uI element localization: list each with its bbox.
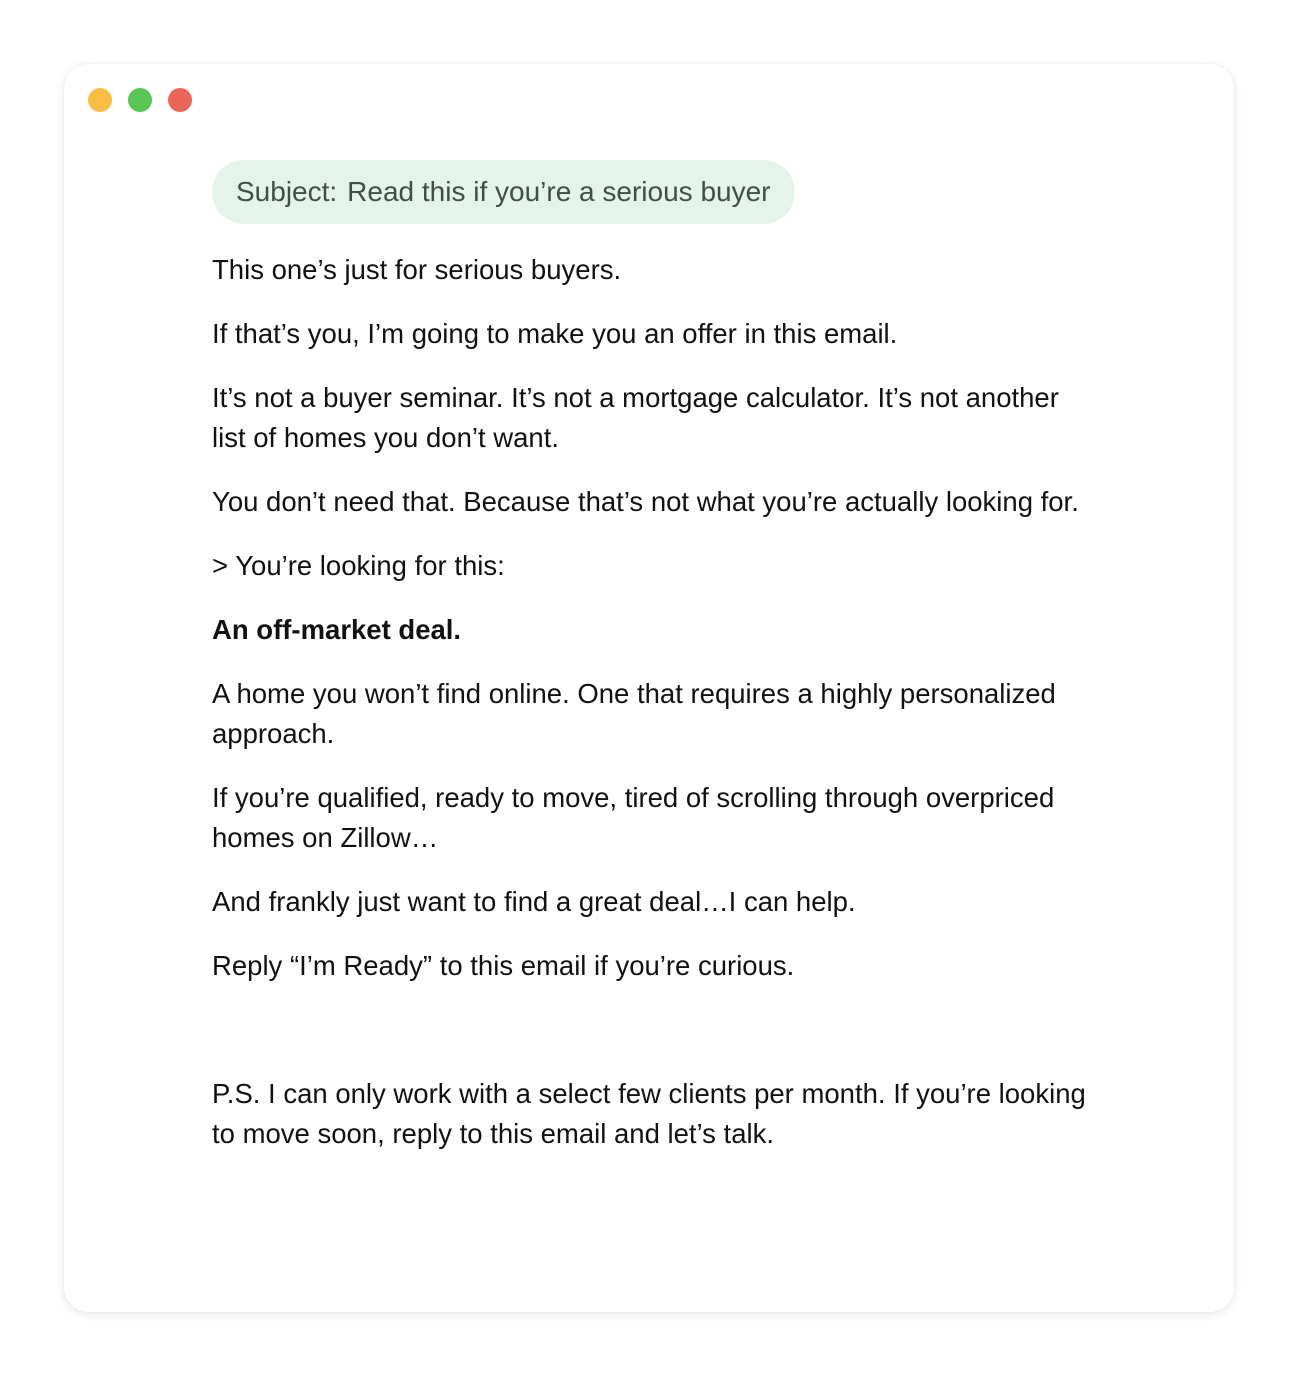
paragraph-home-online: A home you won’t find online. One that requires a highly personalized approach. (212, 678, 1056, 749)
paragraph-off-market: An off-market deal. (212, 614, 462, 645)
close-button[interactable] (168, 88, 192, 112)
email-content (212, 160, 1092, 1178)
paragraph-offer: If that’s you, I’m going to make you an offer in this email. (212, 318, 898, 349)
minimize-button[interactable] (88, 88, 112, 112)
paragraph-great-deal: And frankly just want to find a great deal…I can help. (212, 886, 856, 917)
paragraph-not-seminar: It’s not a buyer seminar. It’s not a mortgage calculator. It’s not another list of homes you don’t want. (212, 382, 1059, 453)
subject-text: Read this if you’re a serious buyer (347, 176, 771, 207)
subject-pill (212, 160, 795, 224)
paragraph-dont-need: You don’t need that. Because that’s not what you’re actually looking for. (212, 486, 1079, 517)
paragraph-reply-ready: Reply “I’m Ready” to this email if you’re curious. (212, 950, 795, 981)
paragraph-serious-buyers: This one’s just for serious buyers. (212, 254, 622, 285)
maximize-button[interactable] (128, 88, 152, 112)
email-window (64, 64, 1234, 1312)
window-controls (88, 88, 192, 112)
paragraph-postscript: P.S. I can only work with a select few clients per month. If you’re looking to move soon, reply to this email and let’s talk. (212, 1078, 1086, 1149)
subject-label: Subject: (236, 176, 338, 207)
paragraph-qualified: If you’re qualified, ready to move, tired of scrolling through overpriced homes on Zillow… (212, 782, 1055, 853)
email-body (212, 250, 1092, 1154)
paragraph-looking-for: > You’re looking for this: (212, 550, 505, 581)
